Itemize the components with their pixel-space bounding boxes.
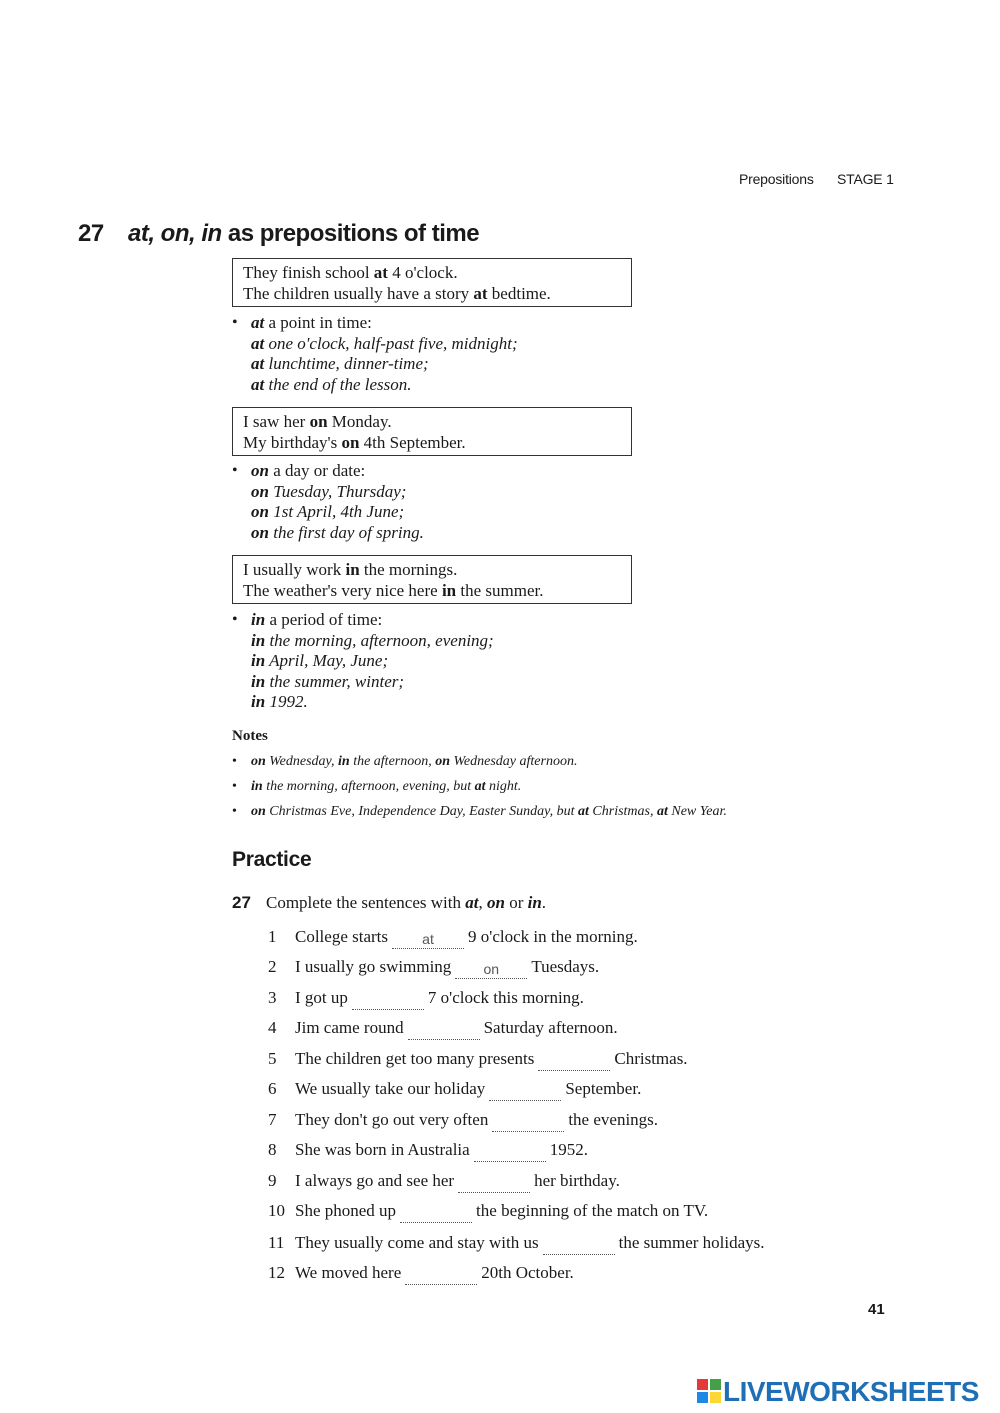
rule-in [251, 610, 494, 713]
example-line [243, 262, 623, 283]
item-text-after: the summer holidays. [618, 1233, 765, 1252]
exercise-item [268, 1139, 588, 1161]
item-text-before: Jim came round [295, 1018, 404, 1037]
example-preposition: on [341, 433, 360, 452]
instruction-text: Complete the sentences with [266, 893, 466, 912]
answer-blank[interactable] [458, 1174, 530, 1193]
rule-example [251, 334, 518, 355]
exercise-item [268, 1048, 688, 1070]
note-item [251, 779, 521, 795]
item-number: 11 [268, 1233, 285, 1252]
exercise-item [268, 956, 599, 978]
note-text: night. [485, 779, 522, 794]
answer-blank[interactable] [489, 1082, 561, 1101]
note-text: Christmas Eve, Independence Day, Easter Sunday, but [265, 804, 579, 819]
rule-example [251, 375, 518, 396]
item-number: 3 [268, 988, 277, 1007]
note-text: Wednesday afternoon. [450, 754, 578, 769]
rule-heading [251, 610, 494, 631]
answer-blank[interactable] [392, 930, 464, 949]
example-box-at [232, 258, 632, 307]
example-line [243, 432, 623, 453]
item-text-after: September. [565, 1079, 642, 1098]
note-text: the afternoon, [349, 754, 436, 769]
example-text: The children usually have a story [243, 284, 474, 303]
exercise-number: 27 [232, 893, 251, 912]
running-header-stage: STAGE 1 [837, 171, 894, 187]
item-text-after: 9 o'clock in the morning. [468, 927, 638, 946]
rule-description: a day or date: [268, 461, 366, 480]
item-text-after: the evenings. [568, 1110, 659, 1129]
rule-example [251, 354, 518, 375]
item-text-after: Tuesdays. [531, 957, 600, 976]
note-prep: on [251, 754, 266, 769]
answer-blank[interactable] [400, 1204, 472, 1223]
exercise-instruction [232, 893, 546, 913]
item-text-before: She was born in Australia [295, 1140, 470, 1159]
item-text-before: College starts [295, 927, 389, 946]
note-prep: on [251, 804, 266, 819]
rule-example-prep: at [251, 374, 265, 394]
item-text-after: Saturday afternoon. [483, 1018, 618, 1037]
rule-example-prep: in [251, 671, 266, 691]
example-text: 4 o'clock. [387, 263, 458, 282]
rule-example-prep: in [251, 630, 266, 650]
exercise-item [268, 1232, 765, 1254]
example-text: the summer. [456, 581, 544, 600]
rule-example-text: lunchtime, dinner-time; [268, 354, 429, 373]
rule-example [251, 631, 494, 652]
item-number: 6 [268, 1079, 277, 1098]
rule-example-text: 1992. [269, 692, 308, 711]
instruction-text: or [504, 893, 528, 912]
note-prep: at [474, 779, 486, 794]
item-text-before: I usually go swimming [295, 957, 452, 976]
example-text: the mornings. [359, 560, 458, 579]
rule-example-prep: at [251, 354, 265, 373]
rule-example-prep: on [251, 522, 269, 542]
item-number: 12 [268, 1263, 285, 1282]
item-text-before: She phoned up [295, 1201, 397, 1220]
answer-blank[interactable] [408, 1021, 480, 1040]
rule-example [251, 482, 424, 503]
example-line [243, 283, 623, 304]
item-text-before: We moved here [295, 1263, 402, 1282]
rule-example-text: the end of the lesson. [268, 374, 412, 394]
exercise-item [268, 987, 584, 1009]
rule-description: a point in time: [264, 313, 372, 332]
example-preposition: on [309, 412, 328, 431]
liveworksheets-logo-icon [697, 1379, 721, 1403]
example-preposition: at [473, 284, 488, 303]
rule-example [251, 651, 494, 672]
rule-example [251, 692, 494, 713]
answer-blank[interactable] [543, 1236, 615, 1255]
item-number: 5 [268, 1049, 277, 1068]
logo-square [697, 1379, 708, 1390]
note-prep: on [435, 754, 451, 769]
item-number: 9 [268, 1171, 277, 1190]
exercise-item [268, 926, 638, 948]
exercise-item [268, 1262, 574, 1284]
rule-example-text: the first day of spring. [273, 522, 424, 542]
rule-preposition: at [251, 313, 265, 332]
exercise-item [268, 1109, 658, 1131]
example-text: My birthday's [243, 433, 342, 452]
answer-blank[interactable] [455, 960, 527, 979]
instruction-prep: on [486, 893, 505, 912]
example-preposition: in [345, 560, 360, 579]
answer-blank[interactable] [492, 1113, 564, 1132]
rule-example-prep: in [251, 651, 266, 670]
rule-example-prep: on [251, 481, 269, 501]
item-number: 8 [268, 1140, 277, 1159]
rule-at [251, 313, 518, 395]
rule-example-text: April, May, June; [269, 651, 389, 670]
item-text-after: 1952. [549, 1140, 588, 1159]
logo-square [710, 1379, 721, 1390]
rule-example-prep: at [251, 333, 265, 353]
example-text: The weather's very nice here [243, 581, 442, 600]
item-number: 10 [268, 1201, 285, 1220]
rule-example [251, 672, 494, 693]
example-text: Monday. [327, 412, 392, 431]
answer-blank[interactable] [474, 1143, 546, 1162]
example-text: I saw her [243, 412, 310, 431]
answer-blank[interactable] [538, 1052, 610, 1071]
running-header-section: Prepositions [739, 171, 814, 187]
note-prep: in [338, 754, 350, 769]
rule-example-text: one o'clock, half-past five, midnight; [268, 333, 518, 353]
answer-blank[interactable] [405, 1266, 477, 1285]
rule-example-text: the summer, winter; [269, 671, 405, 691]
item-text-before: I always go and see her [295, 1171, 455, 1190]
example-preposition: at [373, 263, 388, 282]
example-text: bedtime. [487, 284, 551, 303]
example-line [243, 559, 623, 580]
instruction-prep: in [527, 893, 542, 912]
note-prep: at [578, 804, 589, 819]
liveworksheets-wordmark: LIVEWORKSHEETS [723, 1376, 979, 1407]
item-text-before: They don't go out very often [295, 1110, 489, 1129]
example-text: 4th September. [359, 433, 466, 452]
item-text-after: her birthday. [534, 1171, 620, 1190]
rule-preposition: in [251, 610, 266, 629]
example-box-in [232, 555, 632, 604]
item-text-after: 7 o'clock this morning. [427, 988, 584, 1007]
rule-example-text: 1st April, 4th June; [273, 502, 405, 521]
logo-square [697, 1392, 708, 1403]
rule-example-prep: on [251, 502, 269, 521]
note-prep: at [656, 804, 668, 819]
item-text-after: the beginning of the match on TV. [476, 1201, 709, 1220]
rule-description: a period of time: [265, 610, 383, 629]
instruction-text: . [541, 893, 547, 912]
unit-title-rest: as prepositions of time [221, 220, 480, 247]
page-number: 41 [868, 1301, 885, 1318]
rule-example-text: Tuesday, Thursday; [273, 481, 407, 501]
example-line [243, 411, 623, 432]
rule-example [251, 502, 424, 523]
unit-title-prepositions: at, on, in [128, 220, 222, 247]
example-preposition: in [441, 581, 457, 600]
item-text-before: The children get too many presents [295, 1049, 535, 1068]
unit-number: 27 [78, 220, 104, 247]
unit-title [78, 220, 479, 248]
note-prep: in [251, 779, 263, 794]
item-text-before: We usually take our holiday [295, 1079, 486, 1098]
item-number: 4 [268, 1018, 277, 1037]
exercise-item [268, 1017, 618, 1039]
rule-on [251, 461, 424, 543]
instruction-text: , [478, 893, 487, 912]
note-text: Wednesday, [265, 754, 338, 769]
rule-heading [251, 461, 424, 482]
item-text-before: I got up [295, 988, 348, 1007]
exercise-item [268, 1200, 708, 1222]
rule-preposition: on [251, 461, 269, 480]
answer-blank[interactable] [352, 991, 424, 1010]
exercise-item [268, 1078, 641, 1100]
rule-example [251, 523, 424, 544]
item-text-after: Christmas. [614, 1049, 688, 1068]
note-text: New Year. [667, 804, 727, 819]
note-item [251, 804, 727, 820]
item-number: 2 [268, 957, 277, 976]
item-number: 7 [268, 1110, 277, 1129]
item-number: 1 [268, 927, 277, 946]
notes-title: Notes [232, 728, 268, 744]
example-text: They finish school [243, 263, 374, 282]
example-text: I usually work [243, 560, 346, 579]
note-text: the morning, afternoon, evening, but [262, 779, 475, 794]
logo-square [710, 1392, 721, 1403]
exercise-item [268, 1170, 620, 1192]
example-line [243, 580, 623, 601]
item-text-before: They usually come and stay with us [295, 1233, 539, 1252]
item-text-after: 20th October. [481, 1263, 574, 1282]
rule-example-prep: in [251, 692, 266, 711]
note-item [251, 754, 577, 770]
rule-example-text: the morning, afternoon, evening; [269, 630, 494, 650]
example-box-on [232, 407, 632, 456]
instruction-prep: at [465, 893, 479, 912]
rule-heading [251, 313, 518, 334]
practice-title: Practice [232, 848, 312, 871]
note-text: Christmas, [588, 804, 657, 819]
